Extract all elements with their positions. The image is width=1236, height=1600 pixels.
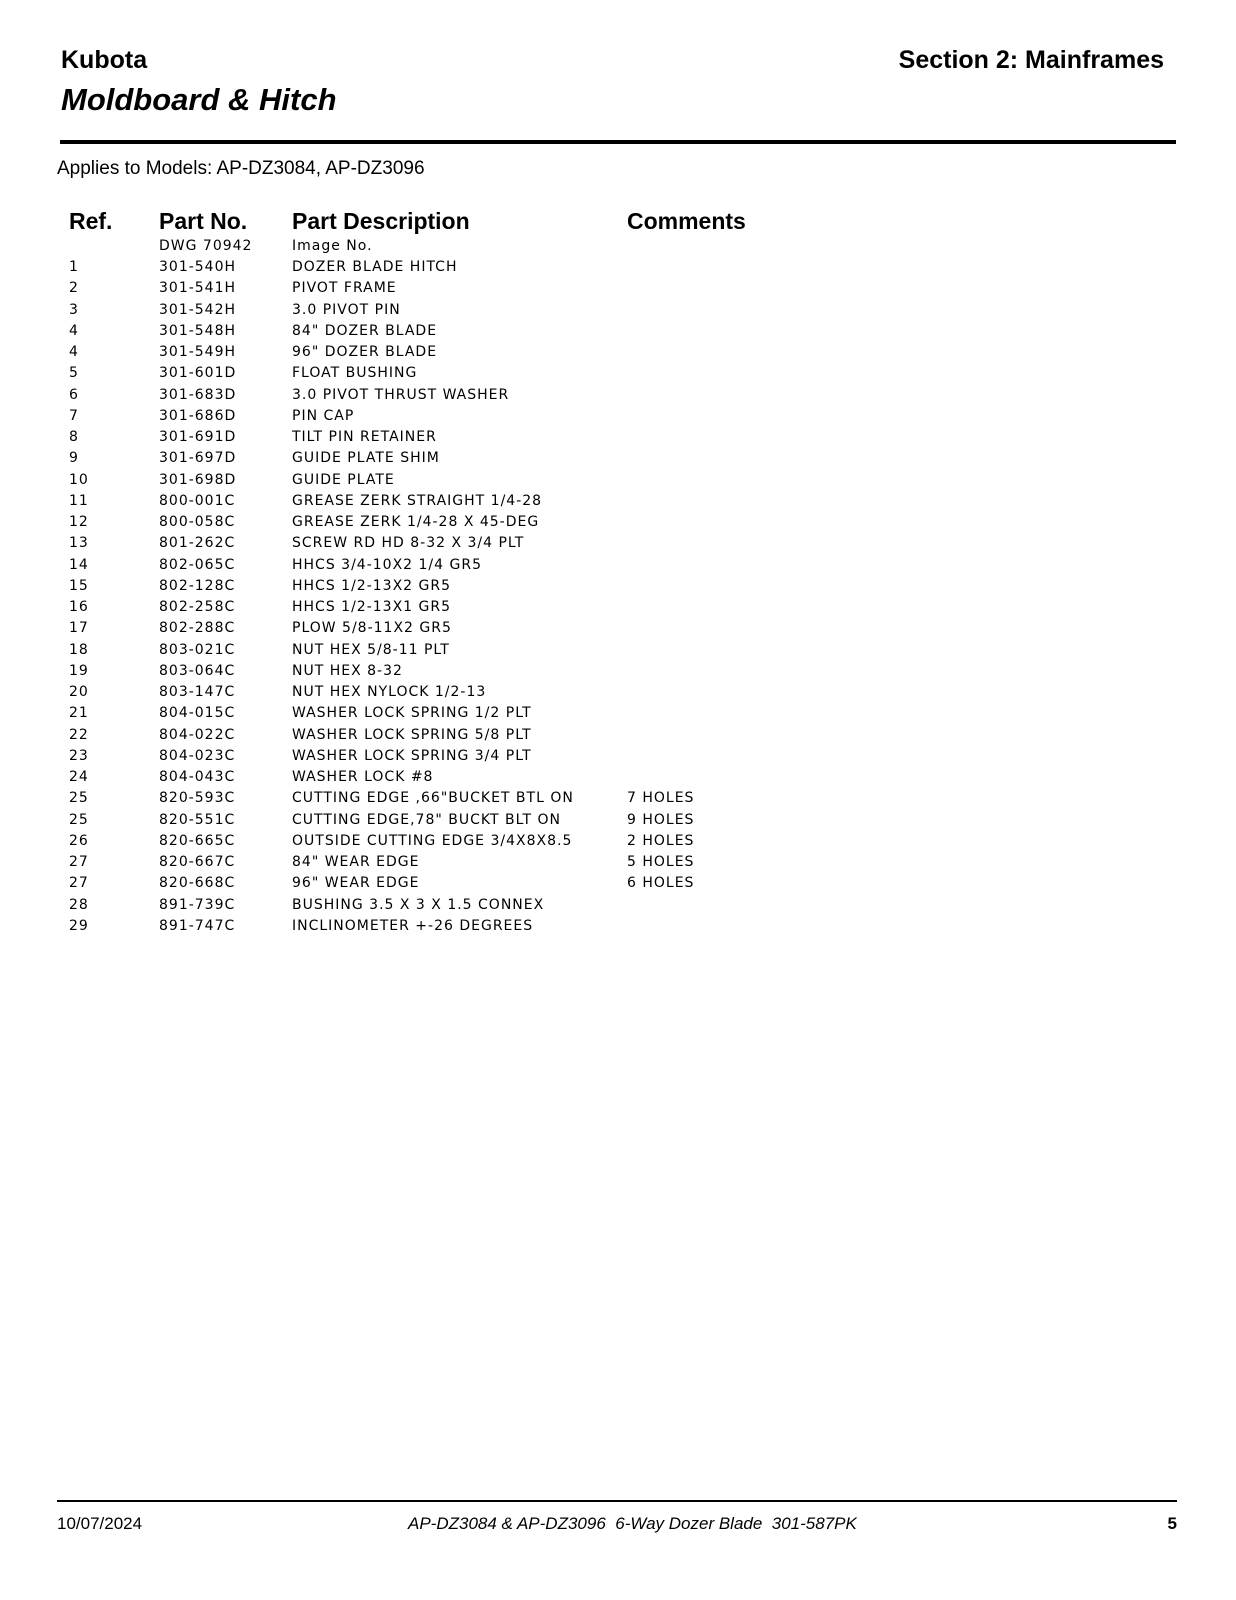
ref-cell: 29 xyxy=(69,917,89,934)
description-cell: NUT HEX 8-32 xyxy=(292,662,403,679)
part-number-cell: 891-747C xyxy=(159,917,236,934)
ref-cell: 21 xyxy=(69,705,89,722)
ref-cell: 11 xyxy=(69,492,89,509)
table-row xyxy=(0,703,1236,724)
table-row xyxy=(0,257,1236,278)
table-row xyxy=(0,512,1236,533)
ref-cell: 28 xyxy=(69,896,89,913)
description-cell: NUT HEX NYLOCK 1/2-13 xyxy=(292,684,487,700)
part-number-cell: 820-665C xyxy=(159,832,236,849)
part-number-cell: 801-262C xyxy=(159,535,236,552)
ref-cell: 4 xyxy=(69,344,79,360)
part-number-cell: 301-601D xyxy=(159,365,237,382)
table-row xyxy=(0,470,1236,491)
ref-cell: 7 xyxy=(69,407,79,424)
description-cell: 3.0 PIVOT PIN xyxy=(292,301,401,318)
part-number-cell: 301-549H xyxy=(159,344,237,360)
table-row xyxy=(0,682,1236,703)
part-number-cell: 820-668C xyxy=(159,875,236,892)
footer-divider xyxy=(57,1500,1177,1502)
ref-cell: 24 xyxy=(69,769,89,785)
part-number-cell: 800-058C xyxy=(159,514,236,530)
table-row xyxy=(0,640,1236,661)
table-row xyxy=(0,385,1236,406)
table-row xyxy=(0,661,1236,682)
description-cell: WASHER LOCK SPRING 1/2 PLT xyxy=(292,705,532,722)
description-cell: GUIDE PLATE xyxy=(292,471,395,488)
description-cell: INCLINOMETER +-26 DEGREES xyxy=(292,917,534,934)
description-cell: 84" WEAR EDGE xyxy=(292,854,420,870)
description-cell: PIVOT FRAME xyxy=(292,280,397,297)
table-row xyxy=(0,852,1236,873)
part-number-cell: 301-697D xyxy=(159,450,237,467)
column-header-part-description: Part Description xyxy=(292,208,470,234)
page-number: 5 xyxy=(1167,1514,1177,1533)
table-row xyxy=(0,427,1236,448)
description-cell: NUT HEX 5/8-11 PLT xyxy=(292,641,450,658)
comment-cell: 6 HOLES xyxy=(627,875,695,892)
part-number-cell: 301-540H xyxy=(159,259,237,275)
part-number-cell: 891-739C xyxy=(159,896,236,913)
ref-cell: 18 xyxy=(69,641,89,658)
description-cell: GUIDE PLATE SHIM xyxy=(292,450,440,467)
table-row xyxy=(0,555,1236,576)
ref-cell: 13 xyxy=(69,535,89,552)
table-row xyxy=(0,767,1236,788)
part-number-cell: 803-021C xyxy=(159,641,236,658)
part-number-cell: 803-147C xyxy=(159,684,236,700)
ref-cell: 19 xyxy=(69,662,89,679)
part-number-cell: 820-667C xyxy=(159,854,236,870)
description-cell: 84" DOZER BLADE xyxy=(292,322,438,339)
description-cell: GREASE ZERK STRAIGHT 1/4-28 xyxy=(292,492,543,509)
comment-cell: 9 HOLES xyxy=(627,811,695,828)
ref-cell: 25 xyxy=(69,811,89,828)
part-number-cell: 804-043C xyxy=(159,769,236,785)
part-number-cell: 301-542H xyxy=(159,301,237,318)
table-row xyxy=(0,916,1236,937)
description-cell: PIN CAP xyxy=(292,407,355,424)
page-title: Moldboard & Hitch xyxy=(61,82,337,117)
part-number-cell: 803-064C xyxy=(159,662,236,679)
table-row xyxy=(0,618,1236,639)
applies-to-models: Applies to Models: AP-DZ3084, AP-DZ3096 xyxy=(57,158,425,179)
description-cell: WASHER LOCK SPRING 3/4 PLT xyxy=(292,747,532,764)
table-row xyxy=(0,533,1236,554)
description-cell: GREASE ZERK 1/4-28 X 45-DEG xyxy=(292,514,540,530)
description-cell: TILT PIN RETAINER xyxy=(292,429,437,445)
image-number-label: Image No. xyxy=(292,238,373,254)
part-number-cell: 802-065C xyxy=(159,556,236,573)
table-row xyxy=(0,278,1236,299)
ref-cell: 25 xyxy=(69,790,89,807)
table-row xyxy=(0,448,1236,469)
part-number-cell: 820-551C xyxy=(159,811,236,828)
ref-cell: 9 xyxy=(69,450,79,467)
table-row xyxy=(0,597,1236,618)
ref-cell: 4 xyxy=(69,322,79,339)
brand-name: Kubota xyxy=(61,46,148,74)
description-cell: WASHER LOCK SPRING 5/8 PLT xyxy=(292,726,532,743)
part-number-cell: 804-015C xyxy=(159,705,236,722)
ref-cell: 23 xyxy=(69,747,89,764)
table-row xyxy=(0,725,1236,746)
ref-cell: 27 xyxy=(69,875,89,892)
column-header-ref: Ref. xyxy=(69,208,113,234)
ref-cell: 1 xyxy=(69,259,79,275)
table-row xyxy=(0,810,1236,831)
table-row xyxy=(0,342,1236,363)
table-row xyxy=(0,406,1236,427)
comment-cell: 7 HOLES xyxy=(627,790,695,807)
header-divider xyxy=(60,140,1176,144)
description-cell: WASHER LOCK #8 xyxy=(292,769,434,785)
ref-cell: 17 xyxy=(69,620,89,637)
table-row xyxy=(0,363,1236,384)
part-number-cell: 804-022C xyxy=(159,726,236,743)
drawing-number: DWG 70942 xyxy=(159,238,253,254)
description-cell: HHCS 3/4-10X2 1/4 GR5 xyxy=(292,556,482,573)
description-cell: 3.0 PIVOT THRUST WASHER xyxy=(292,386,510,403)
description-cell: OUTSIDE CUTTING EDGE 3/4X8X8.5 xyxy=(292,832,573,849)
description-cell: HHCS 1/2-13X1 GR5 xyxy=(292,599,451,615)
part-number-cell: 800-001C xyxy=(159,492,236,509)
footer-date: 10/07/2024 xyxy=(57,1514,143,1533)
ref-cell: 6 xyxy=(69,386,79,403)
table-row xyxy=(0,895,1236,916)
table-row xyxy=(0,831,1236,852)
ref-cell: 16 xyxy=(69,599,89,615)
description-cell: 96" WEAR EDGE xyxy=(292,875,420,892)
description-cell: SCREW RD HD 8-32 X 3/4 PLT xyxy=(292,535,525,552)
ref-cell: 5 xyxy=(69,365,79,382)
ref-cell: 3 xyxy=(69,301,79,318)
part-number-cell: 301-683D xyxy=(159,386,237,403)
part-number-cell: 301-686D xyxy=(159,407,237,424)
description-cell: HHCS 1/2-13X2 GR5 xyxy=(292,577,451,594)
footer-document-title: AP-DZ3084 & AP-DZ3096 6-Way Dozer Blade 301-587PK xyxy=(408,1514,857,1533)
table-row xyxy=(0,491,1236,512)
ref-cell: 26 xyxy=(69,832,89,849)
table-row xyxy=(0,873,1236,894)
description-cell: CUTTING EDGE ,66"BUCKET BTL ON xyxy=(292,790,574,807)
description-cell: DOZER BLADE HITCH xyxy=(292,259,458,275)
table-row xyxy=(0,300,1236,321)
part-number-cell: 301-691D xyxy=(159,429,237,445)
table-row xyxy=(0,321,1236,342)
column-header-part-no: Part No. xyxy=(159,208,248,234)
part-number-cell: 802-288C xyxy=(159,620,236,637)
section-title: Section 2: Mainframes xyxy=(898,46,1164,74)
comment-cell: 2 HOLES xyxy=(627,832,695,849)
parts-table xyxy=(0,257,1236,937)
part-number-cell: 820-593C xyxy=(159,790,236,807)
description-cell: CUTTING EDGE,78" BUCKT BLT ON xyxy=(292,811,561,828)
ref-cell: 22 xyxy=(69,726,89,743)
ref-cell: 14 xyxy=(69,556,89,573)
part-number-cell: 301-698D xyxy=(159,471,237,488)
ref-cell: 8 xyxy=(69,429,79,445)
ref-cell: 27 xyxy=(69,854,89,870)
part-number-cell: 301-548H xyxy=(159,322,237,339)
table-row xyxy=(0,576,1236,597)
ref-cell: 10 xyxy=(69,471,89,488)
table-row xyxy=(0,788,1236,809)
ref-cell: 15 xyxy=(69,577,89,594)
table-row xyxy=(0,746,1236,767)
part-number-cell: 804-023C xyxy=(159,747,236,764)
part-number-cell: 802-258C xyxy=(159,599,236,615)
description-cell: 96" DOZER BLADE xyxy=(292,344,438,360)
description-cell: FLOAT BUSHING xyxy=(292,365,418,382)
part-number-cell: 802-128C xyxy=(159,577,236,594)
description-cell: PLOW 5/8-11X2 GR5 xyxy=(292,620,452,637)
comment-cell: 5 HOLES xyxy=(627,854,695,870)
description-cell: BUSHING 3.5 X 3 X 1.5 CONNEX xyxy=(292,896,545,913)
ref-cell: 12 xyxy=(69,514,89,530)
part-number-cell: 301-541H xyxy=(159,280,237,297)
ref-cell: 2 xyxy=(69,280,79,297)
column-header-comments: Comments xyxy=(627,208,746,234)
ref-cell: 20 xyxy=(69,684,89,700)
